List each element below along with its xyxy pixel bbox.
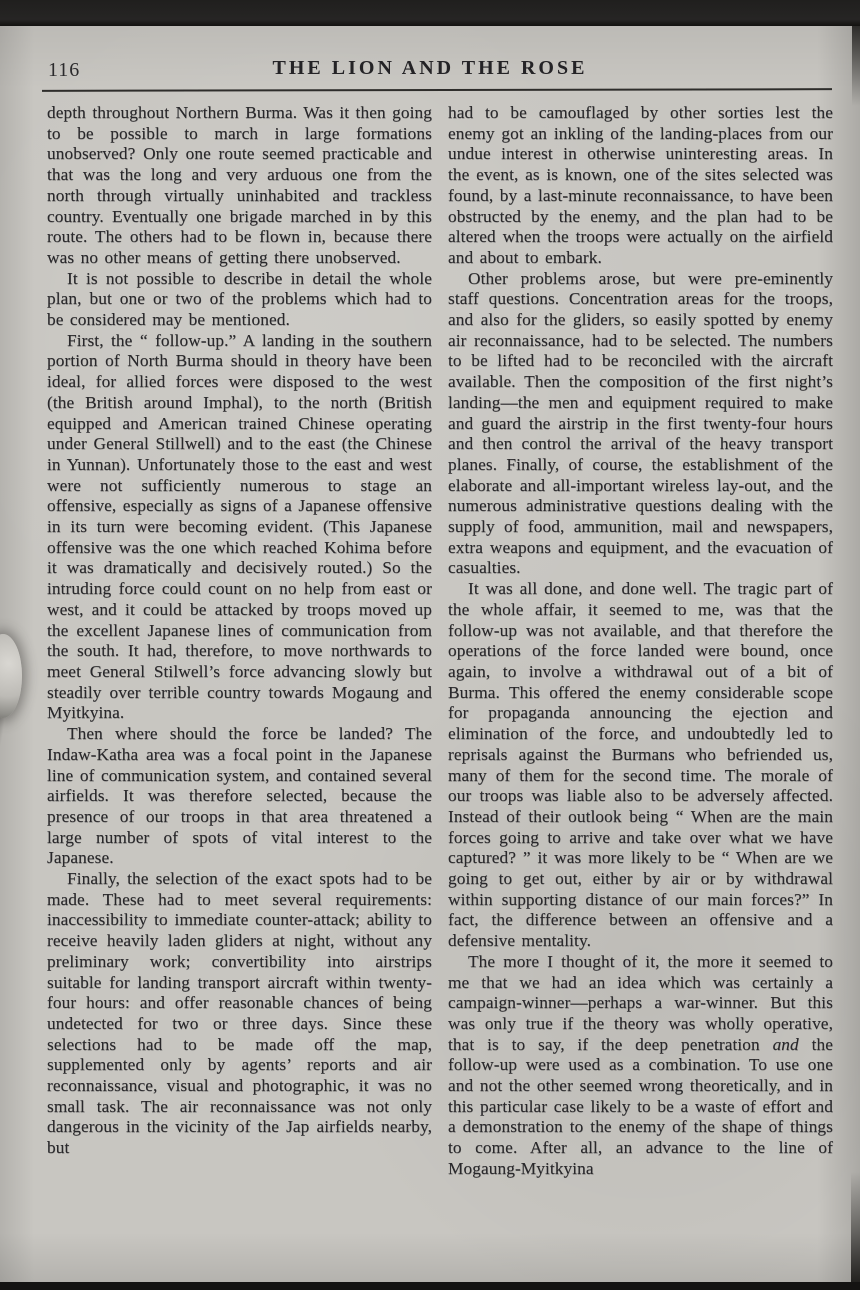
- paragraph: It was all done, and done well. The tragic part of the whole affair, it seemed to me, was that the follow-up was not available, and that therefore the operations of the force landed were bound, once again, to involve a withdrawal out of a bit of Burma. This offered the enemy considerable scope for propaganda announcing the ejection and elimination of the force, and undoubtedly led to reprisals against the Burmans who befriended us, many of them for the second time. The morale of our troops was liable also to be adversely affected. Instead of their outlook being “ When are the main forces going to arrive and take over what we have captured? ” it was more likely to be “ When are we going to get out, either by air or by withdrawal within supporting distance of our main forces?” In fact, the difference between an offensive and a defensive mentality.: [448, 579, 833, 951]
- paragraph: First, the “ follow-up.” A landing in the southern portion of North Burma should in theory have been ideal, for allied forces were disposed to the west (the British around Imphal), to the north (British equipped and American trained Chinese operating under General Stillwell) and to the east (the Chinese in Yunnan). Unfortunately those to the east and west were not sufficiently numerous to stage an offensive, especially as signs of a Japanese offensive in its turn were becoming evident. (This Japanese offensive was the one which reached Kohima before it was dramatically and decisively routed.) So the intruding force could count on no help from east or west, and it could be attacked by troops moved up the excellent Japanese lines of communication from the south. It had, therefore, to move northwards to meet General Stilwell’s force advancing slowly but steadily over terrible country towards Mogaung and Myitkyina.: [47, 330, 432, 723]
- running-title: THE LION AND THE ROSE: [272, 57, 588, 79]
- paragraph: It is not possible to describe in detail the whole plan, but one or two of the problems which had to be considered may be mentioned.: [47, 268, 432, 330]
- paragraph: The more I thought of it, the more it seemed to me that we had an idea which was certainly a campaign-winner—perhaps a war-winner. But this was only true if the theory was wholly operative, that is to say, if the deep penetration and the follow-up were used as a combination. To use one and not the other seemed wrong theoretically, and in this particular case likely to be a waste of effort and a demonstration to the enemy of the shape of things to come. After all, an advance to the line of Mogaung-Myitkyina: [448, 951, 833, 1178]
- page-number: 116: [48, 59, 81, 81]
- column-left: [47, 103, 432, 1180]
- paragraph: had to be camouflaged by other sorties lest the enemy got an inkling of the landing-places from our undue interest in otherwise uninteresting areas. In the event, as is known, one of the sites selected was found, by a last-minute reconnaissance, to have been obstructed by the enemy, and the plan had to be altered when the troops were actually on the airfield and about to embark.: [448, 103, 833, 267]
- column-right: [448, 103, 833, 1180]
- scan-border-right-bottom: [851, 1172, 860, 1282]
- paragraph: Finally, the selection of the exact spots had to be made. These had to meet several requirements: inaccessibility to immediate counter-attack; ability to receive heavily laden gliders at night, without any preliminary work; convertibility into airstrips suitable for landing transport aircraft within twenty-four hours: and offer reasonable chances of being undetected for two or three days. Since these selections had to be made off the map, supplemented only by agents’ reports and air reconnaissance, visual and photographic, it was no small task. The air reconnaissance was not only dangerous in the vicinity of the Jap airfields nearby, but: [47, 869, 432, 1158]
- scan-border-bottom: [0, 1282, 860, 1290]
- scan-border-top: [0, 0, 860, 26]
- paragraph: Then where should the force be landed? The Indaw-Katha area was a focal point in the Japanese line of communication system, and contained several airfields. It was therefore selected, because the presence of our troops in that area threatened a large number of spots of vital interest to the Japanese.: [47, 724, 432, 868]
- text-columns: [47, 103, 833, 1180]
- paragraph: depth throughout Northern Burma. Was it then going to be possible to march in large formations unobserved? Only one route seemed practicable and that was the long and very arduous one from the north through virtually uninhabited and trackless country. Eventually one brigade marched in by this route. The others had to be flown in, because there was no other means of getting there unobserved.: [47, 103, 432, 267]
- paragraph: Other problems arose, but were pre-eminently staff questions. Concentration areas for the troops, and also for the gliders, so easily spotted by enemy air reconnaissance, had to be selected. The numbers to be lifted had to be reconciled with the aircraft available. Then the composition of the first night’s landing—the men and equipment required to make and guard the airstrip in the first twenty-four hours and then control the arrival of the heavy transport planes. Finally, of course, the establishment of the elaborate and all-important wireless lay-out, and the numerous administrative questions dealing with the supply of food, ammunition, mail and newspapers, extra weapons and equipment, and the evacuation of casualties.: [448, 268, 833, 578]
